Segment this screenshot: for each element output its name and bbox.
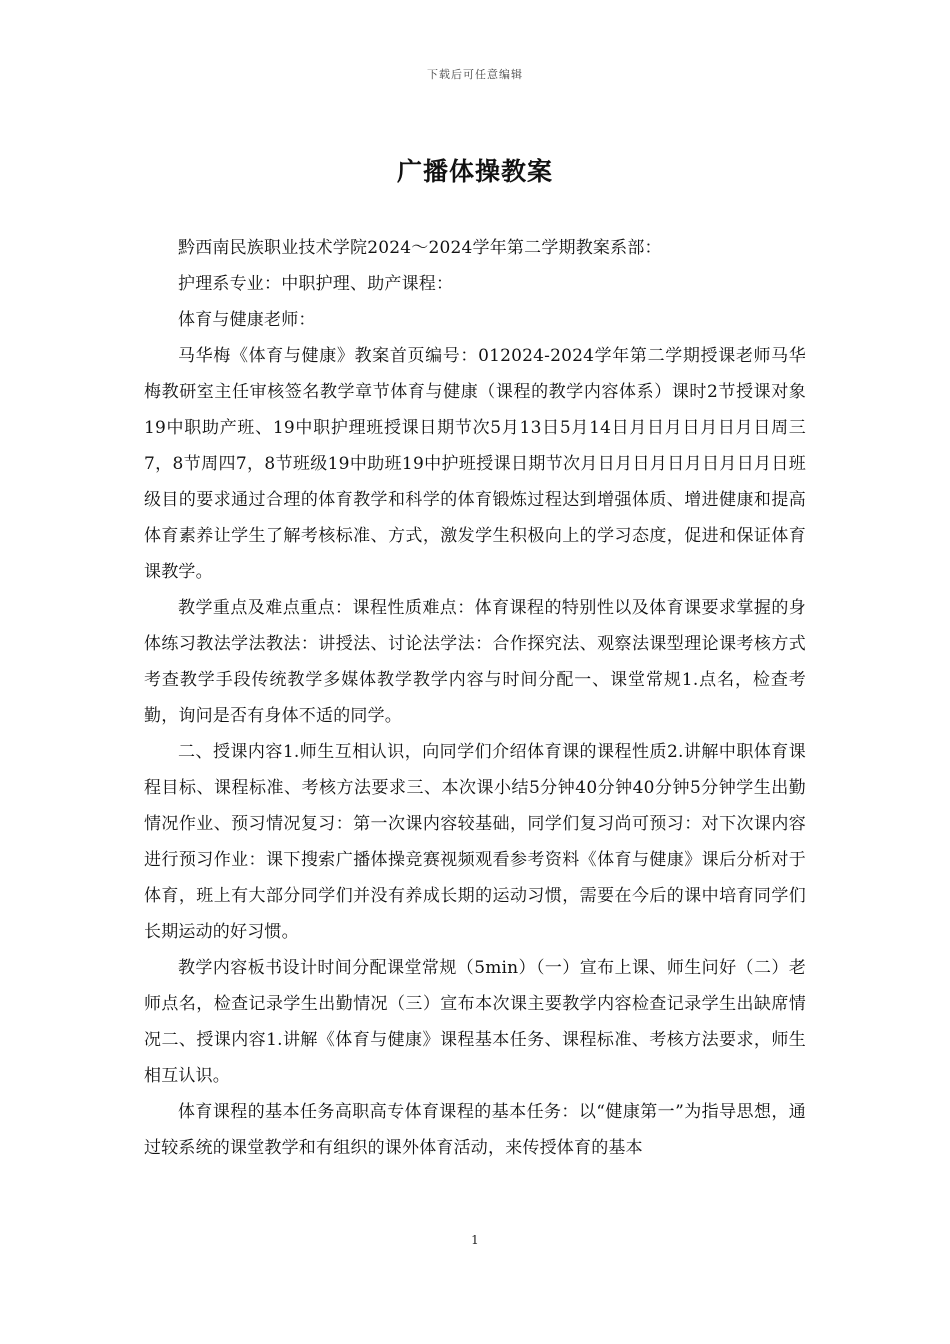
document-body xyxy=(144,230,806,1166)
page-header-note: 下载后可任意编辑 xyxy=(427,68,523,81)
paragraph-school-term: 黔西南民族职业技术学院2024～2024学年第二学期教案系部： xyxy=(178,238,662,258)
paragraph-major-course: 护理系专业：中职护理、助产课程： xyxy=(178,274,454,294)
page-number: 1 xyxy=(471,1233,479,1247)
paragraph-key-points: 教学重点及难点重点：课程性质难点：体育课程的特别性以及体育课要求掌握的身体练习教法学法教法：讲授法、讨论法学法：合作探究法、观察法课型理论课考核方式考查教学手段传统教学多媒体教学教学内容与时间分配一、课堂常规1.点名，检查考勤，询问是否有身体不适的同学。 xyxy=(144,598,806,726)
paragraph-board-design: 教学内容板书设计时间分配课堂常规（5min）（一）宣布上课、师生问好（二）老师点名，检查记录学生出勤情况（三）宣布本次课主要教学内容检查记录学生出缺席情况二、授课内容1.讲解《体育与健康》课程基本任务、课程标准、考核方法要求，师生相互认识。 xyxy=(144,958,806,1086)
paragraph-teacher: 体育与健康老师： xyxy=(178,310,316,330)
document-title: 广播体操教案 xyxy=(396,157,553,186)
paragraph-cover-info: 马华梅《体育与健康》教案首页编号：012024-2024学年第二学期授课老师马华梅教研室主任审核签名教学章节体育与健康（课程的教学内容体系）课时2节授课对象19中职助产班、19中职护理班授课日期节次5月13日5月14日月日月日月日月日周三7，8节周四7，8节班级19中助班19中护班授课日期节次月日月日月日月日月日月日班级目的要求通过合理的体育教学和科学的体育锻炼过程达到增强体质、增进健康和提高体育素养让学生了解考核标准、方式，激发学生积极向上的学习态度，促进和保证体育课教学。 xyxy=(144,346,806,582)
paragraph-teaching-content: 二、授课内容1.师生互相认识，向同学们介绍体育课的课程性质2.讲解中职体育课程目标、课程标准、考核方法要求三、本次课小结5分钟40分钟40分钟5分钟学生出勤情况作业、预习情况复习：第一次课内容较基础，同学们复习尚可预习：对下次课内容进行预习作业：课下搜索广播体操竞赛视频观看参考资料《体育与健康》课后分析对于体育，班上有大部分同学们并没有养成长期的运动习惯，需要在今后的课中培育同学们长期运动的好习惯。 xyxy=(144,742,806,942)
paragraph-basic-tasks: 体育课程的基本任务高职高专体育课程的基本任务：以“健康第一”为指导思想，通过较系统的课堂教学和有组织的课外体育活动，来传授体育的基本 xyxy=(144,1102,806,1158)
